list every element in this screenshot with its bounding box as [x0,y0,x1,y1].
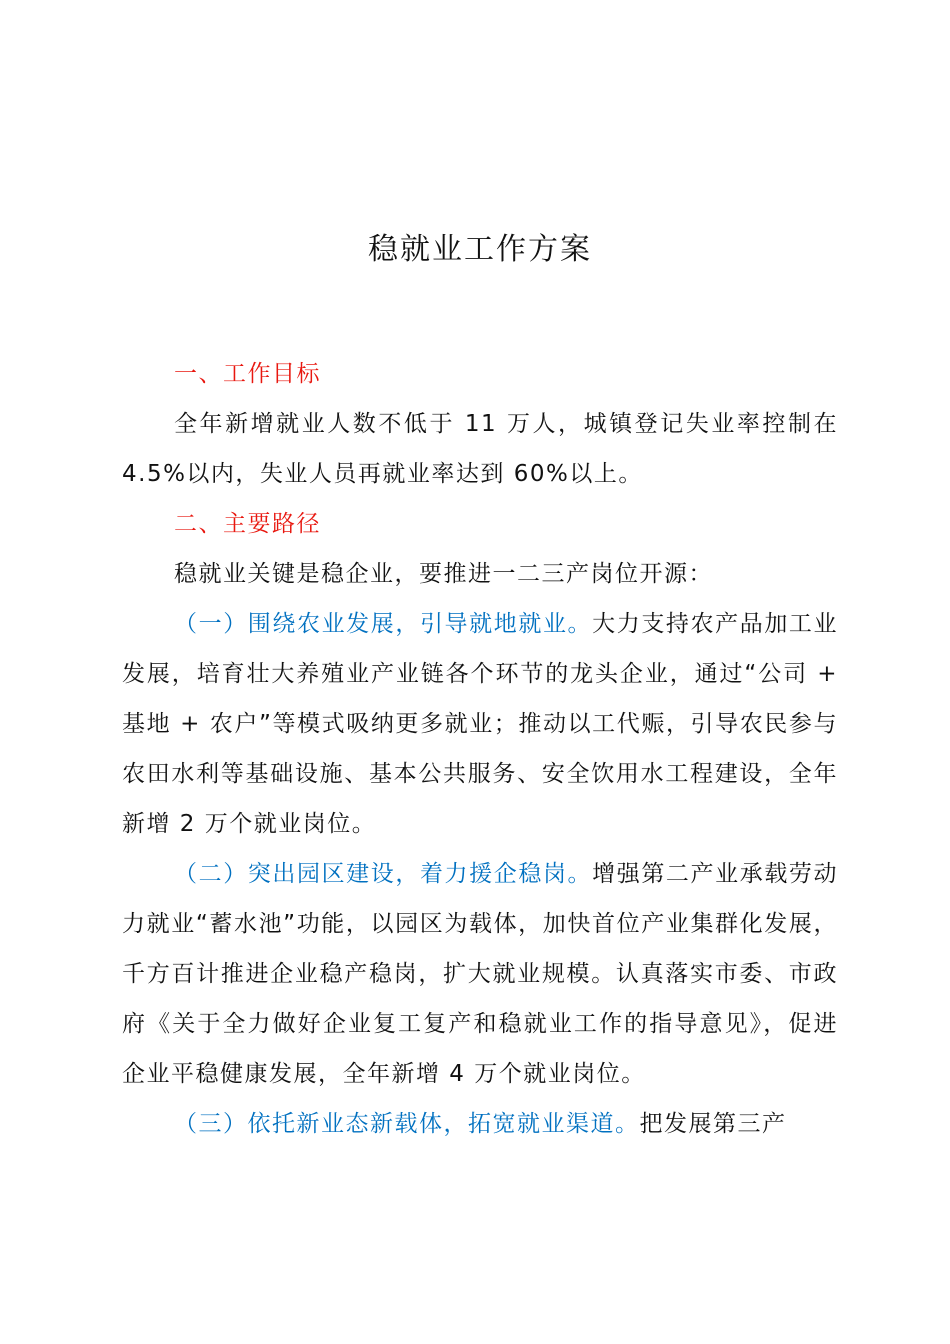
section-heading-paths: 二、主要路径 [174,511,321,537]
paths-intro-paragraph: 稳就业关键是稳企业，要推进一二三产岗位开源： [174,561,713,587]
path-item-industrial-park-text: 增强第二产业承载劳动力就业“蓄水池”功能，以园区为载体，加快首位产业集群化发展，千方百计推进企业稳产稳岗，扩大就业规模。认真落实市委、市政府《关于全力做好企业复工复产和稳就业工作的指导意见》，促进企业平稳健康发展，全年新增 4 万个就业岗位。 [122,861,839,1087]
path-item-agriculture-lead: （一）围绕农业发展，引导就地就业。 [174,611,593,637]
goals-paragraph: 全年新增就业人数不低于 11 万人，城镇登记失业率控制在4.5%以内，失业人员再就业率达到 60%以上。 [122,411,838,487]
path-item-agriculture-text: 大力支持农产品加工业发展，培育壮大养殖业产业链各个环节的龙头企业，通过“公司 + 基地 + 农户”等模式吸纳更多就业；推动以工代赈，引导农民参与农田水利等基础设施、基本公共服务、安全饮用水工程建设，全年新增 2 万个就业岗位。 [122,611,839,837]
path-item-industrial-park [122,849,838,1099]
section-heading-goals: 一、工作目标 [174,361,321,387]
path-item-industrial-park-lead: （二）突出园区建设，着力援企稳岗。 [174,861,593,887]
path-item-new-business [122,1099,838,1149]
path-item-agriculture [122,599,838,849]
document-body [122,349,838,1149]
path-item-new-business-text: 把发展第三产 [639,1111,787,1137]
path-item-new-business-lead: （三）依托新业态新载体，拓宽就业渠道。 [174,1111,640,1137]
document-title: 稳就业工作方案 [368,232,592,267]
